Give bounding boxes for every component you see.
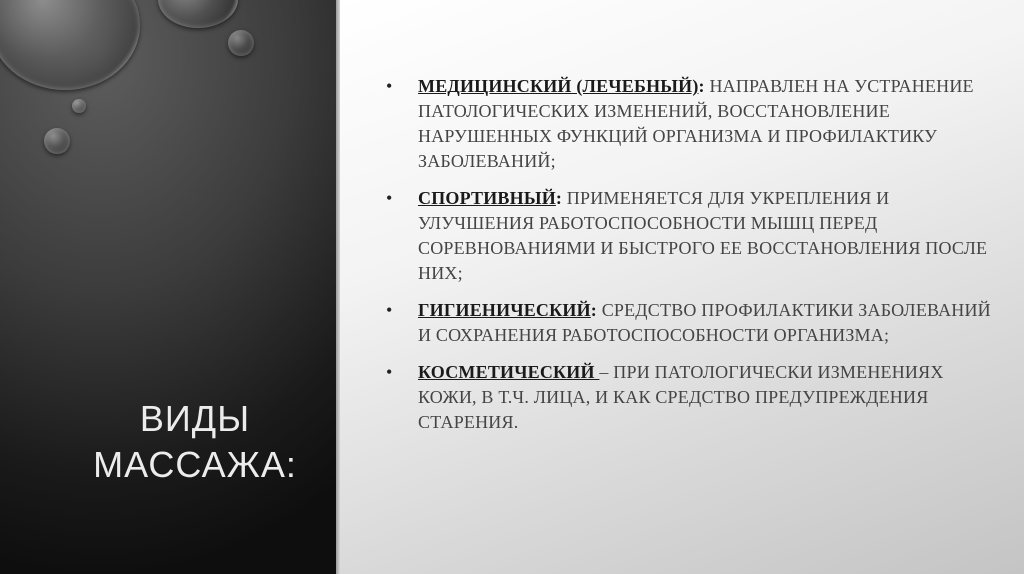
- list-item: [380, 74, 1000, 174]
- list-item: [380, 186, 1000, 286]
- item-text: [418, 360, 1000, 435]
- list-item: [380, 298, 1000, 348]
- massage-types-list: [380, 74, 1000, 447]
- title-line: ВИДЫ: [139, 398, 251, 439]
- item-term: КОСМЕТИЧЕСКИЙ: [418, 362, 600, 382]
- item-description: НАПРАВЛЕН НА УСТРАНЕНИЕ ПАТОЛОГИЧЕСКИХ ИЗМЕНЕНИЙ, ВОССТАНОВЛЕНИЕ НАРУШЕННЫХ ФУНКЦИЙ ОРГАНИЗМА И ПРОФИЛАКТИКУ ЗАБОЛЕВАНИЙ;: [418, 76, 974, 171]
- water-drop-image: [72, 99, 86, 113]
- item-term: МЕДИЦИНСКИЙ (ЛЕЧЕБНЫЙ): [418, 76, 699, 96]
- item-description: ПРИМЕНЯЕТСЯ ДЛЯ УКРЕПЛЕНИЯ И УЛУЧШЕНИЯ РАБОТОСПОСОБНОСТИ МЫШЦ ПЕРЕД СОРЕВНОВАНИЯМИ И БЫСТРОГО ЕЕ ВОССТАНОВЛЕНИЯ ПОСЛЕ НИХ;: [418, 188, 988, 283]
- water-drop-image: [44, 128, 70, 154]
- water-drop-image: [158, 0, 238, 28]
- list-item: [380, 360, 1000, 435]
- item-separator: :: [590, 300, 597, 320]
- item-text: [418, 298, 1000, 348]
- item-text: [418, 74, 1000, 174]
- item-term: СПОРТИВНЫЙ: [418, 188, 556, 208]
- bullet-icon: •: [386, 76, 393, 96]
- water-drop-image: [0, 0, 140, 90]
- water-drop-image: [228, 30, 254, 56]
- item-text: [418, 186, 1000, 286]
- item-description: – ПРИ ПАТОЛОГИЧЕСКИ ИЗМЕНЕНИЯХ КОЖИ, В Т.Ч. ЛИЦА, И КАК СРЕДСТВО ПРЕДУПРЕЖДЕНИЯ СТАРЕНИЯ.: [418, 362, 944, 432]
- bullet-icon: •: [386, 188, 393, 208]
- item-term: ГИГИЕНИЧЕСКИЙ: [418, 300, 591, 320]
- item-separator: :: [698, 76, 705, 96]
- item-separator: :: [555, 188, 563, 208]
- bullet-icon: •: [386, 300, 393, 320]
- title-line: МАССАЖА:: [93, 444, 297, 485]
- slide-title: [60, 396, 330, 488]
- item-description: СРЕДСТВО ПРОФИЛАКТИКИ ЗАБОЛЕВАНИЙ И СОХРАНЕНИЯ РАБОТОСПОСОБНОСТИ ОРГАНИЗМА;: [418, 300, 991, 345]
- bullet-icon: •: [386, 362, 393, 382]
- left-panel: [0, 0, 336, 574]
